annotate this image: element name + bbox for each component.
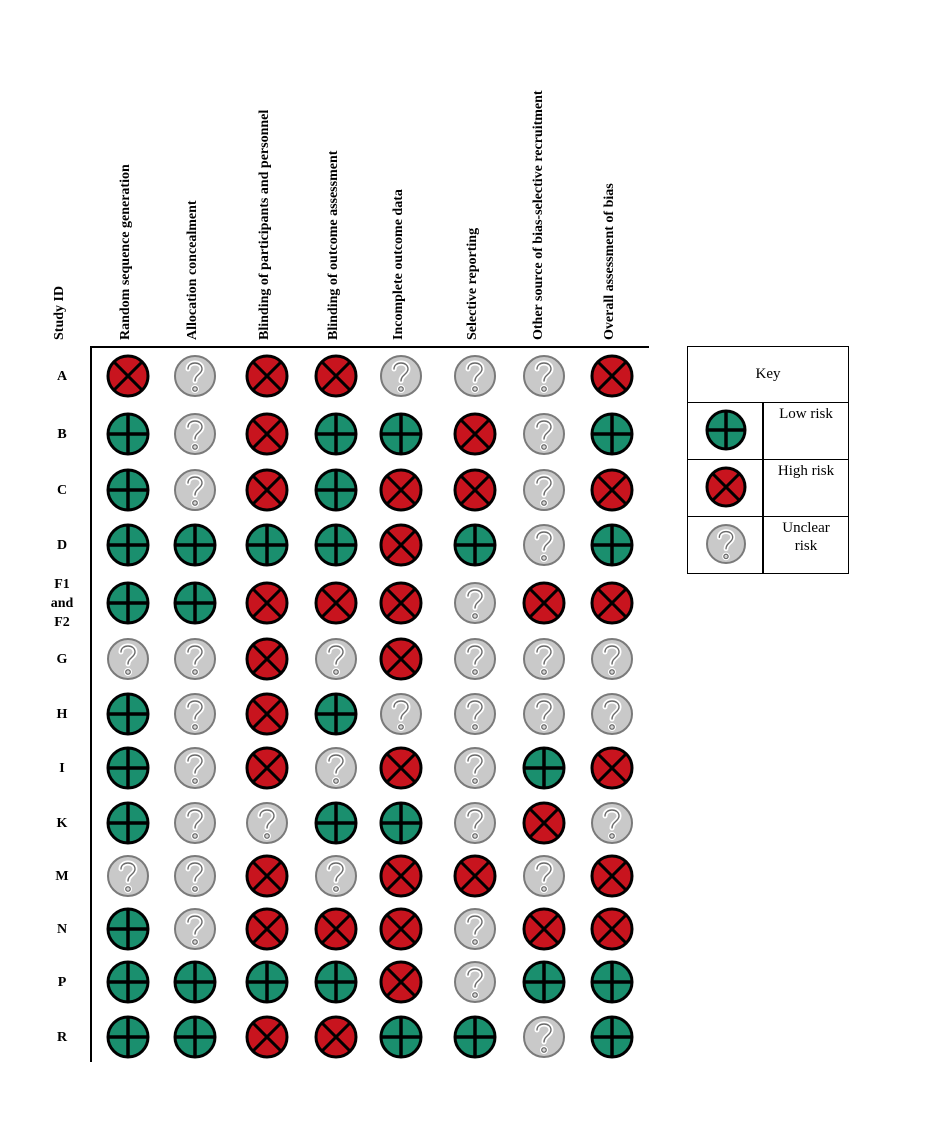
study-id-label: G xyxy=(56,651,68,667)
study-id-label: I xyxy=(59,760,65,776)
high-risk-icon xyxy=(245,637,289,681)
low-risk-icon xyxy=(453,1015,497,1059)
study-id-label: B xyxy=(57,426,67,442)
high-risk-icon xyxy=(590,907,634,951)
high-risk-icon xyxy=(245,468,289,512)
study-id-label: A xyxy=(56,368,68,384)
unclear-risk-icon xyxy=(522,354,566,398)
unclear-risk-icon xyxy=(314,746,358,790)
unclear-risk-icon xyxy=(705,523,747,565)
unclear-risk-icon xyxy=(453,581,497,625)
unclear-risk-icon xyxy=(453,907,497,951)
unclear-risk-icon xyxy=(173,468,217,512)
unclear-risk-icon xyxy=(173,801,217,845)
unclear-risk-icon xyxy=(590,801,634,845)
high-risk-icon xyxy=(314,1015,358,1059)
column-header: Random sequence generation xyxy=(118,164,133,340)
study-id-label: N xyxy=(56,921,68,937)
low-risk-icon xyxy=(106,581,150,625)
high-risk-icon xyxy=(245,907,289,951)
high-risk-icon xyxy=(379,523,423,567)
unclear-risk-icon xyxy=(453,960,497,1004)
unclear-risk-icon xyxy=(453,354,497,398)
low-risk-icon xyxy=(106,960,150,1004)
high-risk-icon xyxy=(522,907,566,951)
unclear-risk-icon xyxy=(522,692,566,736)
unclear-risk-icon xyxy=(173,412,217,456)
high-risk-icon xyxy=(379,907,423,951)
column-header: Overall assessment of bias xyxy=(602,183,617,340)
column-header: Incomplete outcome data xyxy=(391,189,406,340)
unclear-risk-icon xyxy=(173,692,217,736)
low-risk-icon xyxy=(106,907,150,951)
key-row-high xyxy=(688,460,848,517)
study-id-label: R xyxy=(56,1029,68,1045)
low-risk-icon xyxy=(379,801,423,845)
low-risk-icon xyxy=(314,692,358,736)
low-risk-icon xyxy=(245,960,289,1004)
study-id-label: K xyxy=(56,815,68,831)
high-risk-icon xyxy=(522,581,566,625)
study-id-header: Study ID xyxy=(52,285,67,340)
high-risk-icon xyxy=(245,746,289,790)
unclear-risk-icon xyxy=(453,637,497,681)
high-risk-icon xyxy=(379,854,423,898)
unclear-risk-icon xyxy=(106,637,150,681)
low-risk-icon xyxy=(106,523,150,567)
row-divider-vertical xyxy=(90,346,92,1062)
key-legend xyxy=(687,346,849,574)
high-risk-icon xyxy=(106,354,150,398)
high-risk-icon xyxy=(705,466,747,508)
high-risk-icon xyxy=(590,746,634,790)
low-risk-icon xyxy=(245,523,289,567)
high-risk-icon xyxy=(379,468,423,512)
low-risk-icon xyxy=(106,468,150,512)
high-risk-icon xyxy=(245,581,289,625)
unclear-risk-icon xyxy=(522,637,566,681)
high-risk-icon xyxy=(453,468,497,512)
high-risk-icon xyxy=(453,854,497,898)
unclear-risk-icon xyxy=(522,1015,566,1059)
low-risk-icon xyxy=(106,1015,150,1059)
column-header: Other source of bias-selective recruitment xyxy=(531,90,546,340)
low-risk-icon xyxy=(314,523,358,567)
study-id-label: P xyxy=(57,974,67,990)
key-row-unclear xyxy=(688,517,848,574)
key-label: Unclear risk xyxy=(782,520,830,554)
study-id-label: H xyxy=(56,706,68,722)
low-risk-icon xyxy=(314,412,358,456)
unclear-risk-icon xyxy=(379,692,423,736)
unclear-risk-icon xyxy=(173,854,217,898)
header-divider xyxy=(91,346,649,348)
low-risk-icon xyxy=(106,746,150,790)
key-title: Key xyxy=(688,347,848,403)
high-risk-icon xyxy=(314,354,358,398)
unclear-risk-icon xyxy=(522,523,566,567)
low-risk-icon xyxy=(590,960,634,1004)
high-risk-icon xyxy=(453,412,497,456)
key-row-low xyxy=(688,403,848,460)
column-header: Allocation concealment xyxy=(185,200,200,340)
high-risk-icon xyxy=(314,581,358,625)
column-header: Blinding of participants and personnel xyxy=(257,109,272,340)
unclear-risk-icon xyxy=(314,637,358,681)
low-risk-icon xyxy=(522,746,566,790)
unclear-risk-icon xyxy=(522,412,566,456)
low-risk-icon xyxy=(173,960,217,1004)
unclear-risk-icon xyxy=(453,801,497,845)
low-risk-icon xyxy=(705,409,747,451)
high-risk-icon xyxy=(245,354,289,398)
low-risk-icon xyxy=(106,801,150,845)
low-risk-icon xyxy=(522,960,566,1004)
study-id-label: F1 and F2 xyxy=(50,576,74,630)
column-header: Blinding of outcome assessment xyxy=(326,150,341,340)
high-risk-icon xyxy=(590,854,634,898)
low-risk-icon xyxy=(590,1015,634,1059)
unclear-risk-icon xyxy=(173,354,217,398)
low-risk-icon xyxy=(314,960,358,1004)
unclear-risk-icon xyxy=(522,854,566,898)
unclear-risk-icon xyxy=(106,854,150,898)
low-risk-icon xyxy=(379,412,423,456)
high-risk-icon xyxy=(314,907,358,951)
high-risk-icon xyxy=(379,581,423,625)
low-risk-icon xyxy=(173,1015,217,1059)
unclear-risk-icon xyxy=(173,907,217,951)
low-risk-icon xyxy=(173,523,217,567)
unclear-risk-icon xyxy=(522,468,566,512)
high-risk-icon xyxy=(245,854,289,898)
low-risk-icon xyxy=(106,412,150,456)
unclear-risk-icon xyxy=(314,854,358,898)
unclear-risk-icon xyxy=(453,692,497,736)
unclear-risk-icon xyxy=(590,692,634,736)
unclear-risk-icon xyxy=(453,746,497,790)
study-id-label: D xyxy=(56,537,68,553)
high-risk-icon xyxy=(590,581,634,625)
high-risk-icon xyxy=(522,801,566,845)
unclear-risk-icon xyxy=(173,746,217,790)
high-risk-icon xyxy=(245,1015,289,1059)
high-risk-icon xyxy=(379,960,423,1004)
unclear-risk-icon xyxy=(590,637,634,681)
high-risk-icon xyxy=(245,692,289,736)
column-header: Selective reporting xyxy=(465,227,480,340)
low-risk-icon xyxy=(590,523,634,567)
high-risk-icon xyxy=(590,354,634,398)
high-risk-icon xyxy=(590,468,634,512)
unclear-risk-icon xyxy=(245,801,289,845)
low-risk-icon xyxy=(173,581,217,625)
low-risk-icon xyxy=(590,412,634,456)
unclear-risk-icon xyxy=(173,637,217,681)
key-label: Low risk xyxy=(779,406,833,422)
low-risk-icon xyxy=(453,523,497,567)
low-risk-icon xyxy=(379,1015,423,1059)
low-risk-icon xyxy=(314,801,358,845)
study-id-label: M xyxy=(55,868,69,884)
study-id-label: C xyxy=(56,482,68,498)
low-risk-icon xyxy=(314,468,358,512)
low-risk-icon xyxy=(106,692,150,736)
high-risk-icon xyxy=(245,412,289,456)
unclear-risk-icon xyxy=(379,354,423,398)
high-risk-icon xyxy=(379,637,423,681)
high-risk-icon xyxy=(379,746,423,790)
key-label: High risk xyxy=(777,463,835,479)
